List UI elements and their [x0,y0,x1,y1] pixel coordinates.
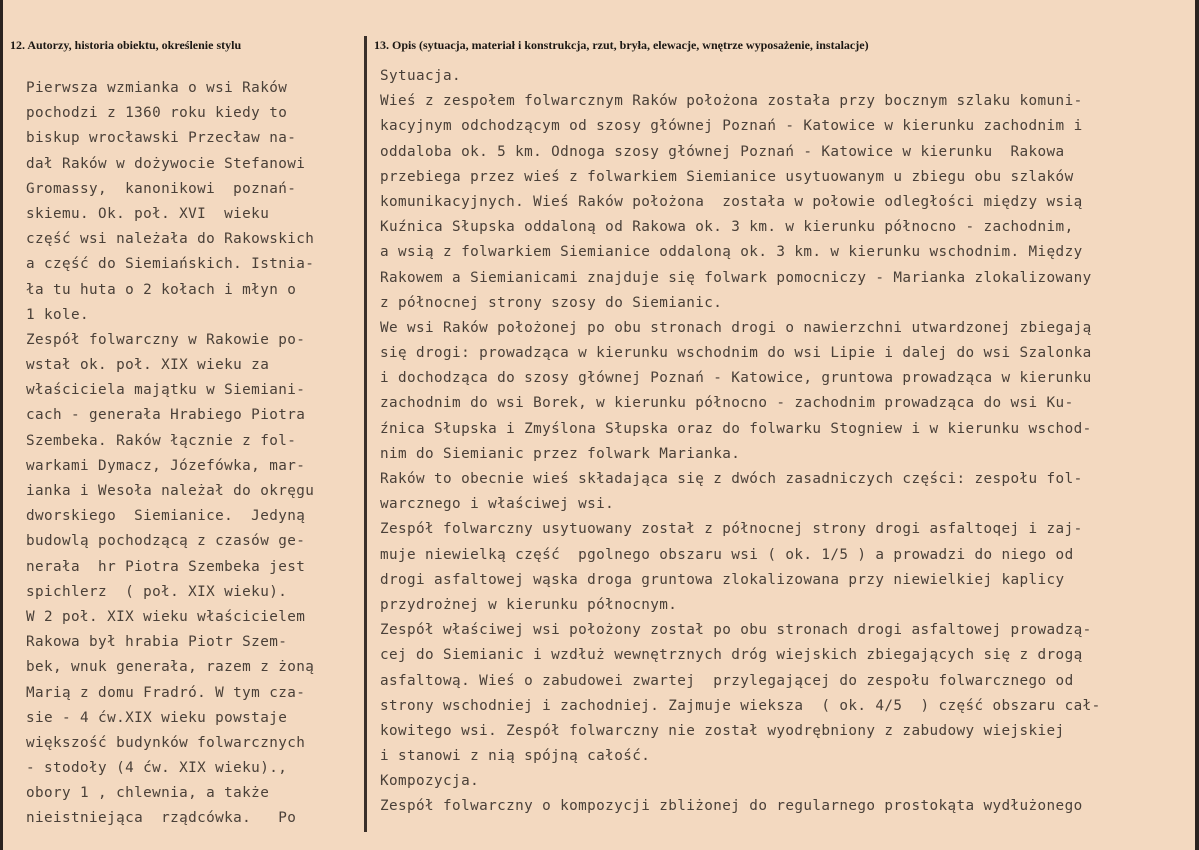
description-line: a wsią z folwarkiem Siemianice oddaloną ok. 3 km. w kierunku wschodnim. Między [380,244,1083,261]
description-line: nim do Siemianic przez folwark Marianka. [380,445,741,462]
description-line: komunikacyjnych. Wieś Raków położona została w połowie odległości między wsią [380,193,1083,210]
description-line: Wieś z zespołem folwarcznym Raków położona została przy bocznym szlaku komuni- [380,93,1083,110]
description-line: cej do Siemianic i wzdłuż wewnętrznych dróg wiejskich zbiegających się z drogą [380,647,1083,664]
description-line: Zespół folwarczny usytuowany został z północnej strony drogi asfaltoqej i zaj- [380,521,1083,538]
description-line: kacyjnym odchodzącym od szosy głównej Poznań - Katowice w kierunku zachodnim i [380,118,1083,135]
history-column [26,76,356,832]
history-line: - stodoły (4 ćw. XIX wieku)., [26,760,288,777]
history-line: wstał ok. poł. XIX wieku za [26,357,270,374]
description-line: z północnej strony szosy do Siemianic. [380,294,723,311]
description-line: Kompozycja. [380,773,480,790]
history-line: bek, wnuk generała, razem z żoną [26,659,315,676]
column-divider [364,36,367,832]
history-line: część wsi należała do Rakowskich [26,231,315,248]
description-line: Zespół właściwej wsi położony został po obu stronach drogi asfaltowej prowadzą- [380,622,1092,639]
description-line: oddaloba ok. 5 km. Odnoga szosy głównej Poznań - Katowice w kierunku Rakowa [380,143,1065,160]
history-line: nieistniejąca rządcówka. Po [26,810,297,827]
history-line: cach - generała Hrabiego Piotra [26,407,306,424]
description-line: przebiega przez wieś z folwarkiem Siemianice usytuowanym u zbiegu obu szlaków [380,168,1074,185]
history-line: ianka i Wesoła należał do okręgu [26,483,315,499]
history-line: a część do Siemiańskich. Istnia- [26,256,315,273]
section-13-header: 13. Opis (sytuacja, materiał i konstrukcja, rzut, bryła, elewacje, wnętrze wyposażenie, instalacje) [374,38,869,52]
description-line: Sytuacja. [380,68,462,84]
history-line: dał Raków w dożywocie Stefanowi [26,155,306,172]
history-line: Marią z domu Fradró. W tym cza- [26,684,306,701]
history-line: Szembeka. Raków łącznie z fol- [26,432,297,449]
history-line: budowlą pochodzącą z czasów ge- [26,533,306,550]
description-line: przydrożnej w kierunku północnym. [380,596,678,613]
history-line: skiemu. Ok. poł. XVI wieku [26,205,270,222]
description-line: się drogi: prowadząca w kierunku wschodnim do wsi Lipie i dalej do wsi Szalonka [380,345,1092,362]
description-line: Rakowem a Siemianicami znajduje się folwark pomocniczy - Marianka zlokalizowany [380,269,1092,286]
history-line: sie - 4 ćw.XIX wieku powstaje [26,709,288,726]
description-column [380,64,1185,820]
page-edge-left [0,0,3,850]
description-line: drogi asfaltowej wąska droga gruntowa zlokalizowana przy niewielkiej kaplicy [380,571,1065,588]
history-line: większość budynków folwarcznych [26,734,306,751]
history-line: właściciela majątku w Siemiani- [26,382,306,399]
description-line: i dochodząca do szosy głównej Poznań - Katowice, gruntowa prowadząca w kierunku [380,370,1092,387]
history-line: biskup wrocławski Przecław na- [26,130,297,147]
description-line: Raków to obecnie wieś składająca się z dwóch zasadniczych części: zespołu fol- [380,471,1083,487]
history-line: ła tu huta o 2 kołach i młyn o [26,281,297,298]
history-line: obory 1 , chlewnia, a także [26,785,270,802]
page-edge-right [1195,0,1199,850]
history-line: spichlerz ( poł. XIX wieku). [26,583,288,600]
history-line: W 2 poł. XIX wieku właścicielem [26,608,306,625]
description-line: źnica Słupska i Zmyślona Słupska oraz do folwarku Stogniew i w kierunku wschod- [380,420,1092,437]
history-line: pochodzi z 1360 roku kiedy to [26,105,288,122]
history-line: nerała hr Piotra Szembeka jest [26,558,306,575]
history-line: dworskiego Siemianice. Jedyną [26,508,306,525]
description-line: Kuźnica Słupska oddaloną od Rakowa ok. 3 km. w kierunku północno - zachodnim, [380,219,1074,236]
description-line: warcznego i właściwej wsi. [380,496,615,513]
description-line: asfaltową. Wieś o zabudowei zwartej przylegającej do zespołu folwarcznego od [380,672,1074,689]
history-line: Pierwsza wzmianka o wsi Raków [26,80,288,96]
history-line: warkami Dymacz, Józefówka, mar- [26,457,306,474]
description-line: We wsi Raków położonej po obu stronach drogi o nawierzchni utwardzonej zbiegają [380,319,1092,336]
description-line: Zespół folwarczny o kompozycji zbliżonej do regularnego prostokąta wydłużonego [380,798,1083,815]
history-line: Rakowa był hrabia Piotr Szem- [26,634,288,651]
description-line: zachodnim do wsi Borek, w kierunku północno - zachodnim prowadząca do wsi Ku- [380,395,1074,412]
history-line: 1 kole. [26,306,90,323]
description-line: strony wschodniej i zachodniej. Zajmuje wieksza ( ok. 4/5 ) część obszaru cał- [380,697,1101,714]
section-12-header: 12. Autorzy, historia obiektu, określenie stylu [10,38,242,52]
history-line: Gromassy, kanonikowi poznań- [26,180,297,197]
description-line: i stanowi z nią spójną całość. [380,748,651,765]
description-line: kowitego wsi. Zespół folwarczny nie został wyodrębniony z zabudowy wiejskiej [380,722,1065,739]
history-line: Zespół folwarczny w Rakowie po- [26,331,306,348]
description-line: muje niewielką część pgolnego obszaru wsi ( ok. 1/5 ) a prowadzi do niego od [380,546,1074,563]
